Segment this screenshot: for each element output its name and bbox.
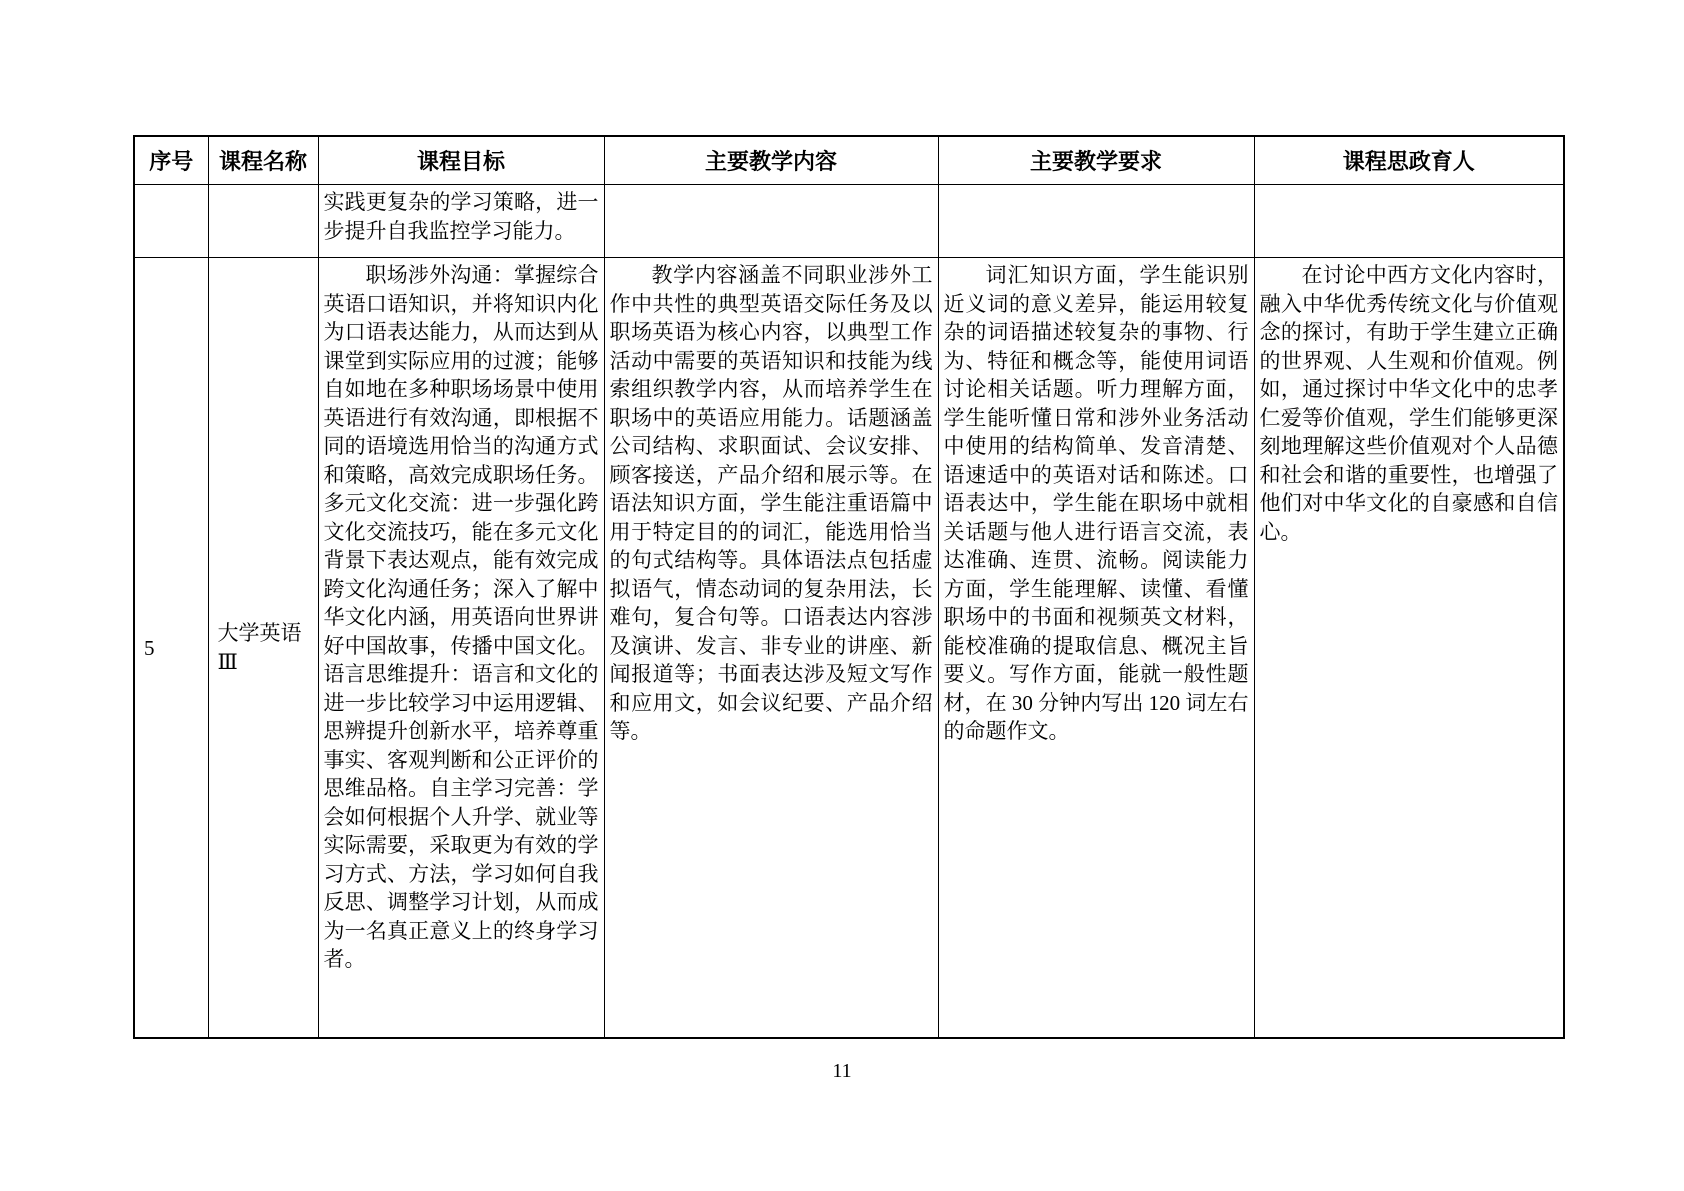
cell-objectives-continuation <box>318 185 604 258</box>
cell-content-empty <box>604 185 938 258</box>
cell-teaching-requirements <box>938 258 1254 1038</box>
objectives-continuation-text: 实践更复杂的学习策略，进一步提升自我监控学习能力。 <box>323 190 599 243</box>
cell-teaching-content <box>604 258 938 1038</box>
cell-course-name: 大学英语Ⅲ <box>208 258 318 1038</box>
header-course-objectives: 课程目标 <box>318 136 604 185</box>
course-objectives-text: 职场涉外沟通：掌握综合英语口语知识，并将知识内化为口语表达能力，从而达到从课堂到实际应用的过渡；能够自如地在多种职场场景中使用英语进行有效沟通，即根据不同的语境选用恰当的沟通方式和策略，高效完成职场任务。多元文化交流：进一步强化跨文化交流技巧，能在多元文化背景下表达观点，能有效完成跨文化沟通任务；深入了解中华文化内涵，用英语向世界讲好中国故事，传播中国文化。语言思维提升：语言和文化的进一步比较学习中运用逻辑、思辨提升创新水平，培养尊重事实、客观判断和公正评价的思维品格。自主学习完善：学会如何根据个人升学、就业等实际需要，采取更为有效的学习方式、方法，学习如何自我反思、调整学习计划，从而成为一名真正意义上的终身学习者。 <box>323 263 599 971</box>
teaching-content-text: 教学内容涵盖不同职业涉外工作中共性的典型英语交际任务及以职场英语为核心内容，以典型工作活动中需要的英语知识和技能为线索组织教学内容，从而培养学生在职场中的英语应用能力。话题涵盖公司结构、求职面试、会议安排、顾客接送，产品介绍和展示等。在语法知识方面，学生能注重语篇中用于特定目的的词汇，能选用恰当的句式结构等。具体语法点包括虚拟语气，情态动词的复杂用法，长难句，复合句等。口语表达内容涉及演讲、发言、非专业的讲座、新闻报道等；书面表达涉及短文写作和应用文，如会议纪要、产品介绍等。 <box>609 263 933 743</box>
cell-serial-number: 5 <box>134 258 208 1038</box>
header-serial-number: 序号 <box>134 136 208 185</box>
cell-course-name-empty <box>208 185 318 258</box>
header-course-name: 课程名称 <box>208 136 318 185</box>
cell-serial-number-empty <box>134 185 208 258</box>
cell-ideology-empty <box>1254 185 1564 258</box>
cell-ideology-education <box>1254 258 1564 1038</box>
cell-requirements-empty <box>938 185 1254 258</box>
table-row-course-5 <box>134 258 1564 1038</box>
table-row-continuation <box>134 185 1564 258</box>
header-teaching-content: 主要教学内容 <box>604 136 938 185</box>
ideology-education-text: 在讨论中西方文化内容时，融入中华优秀传统文化与价值观念的探讨，有助于学生建立正确的世界观、人生观和价值观。例如，通过探讨中华文化中的忠孝仁爱等价值观，学生们能够更深刻地理解这些价值观对个人品德和社会和谐的重要性，也增强了他们对中华文化的自豪感和自信心。 <box>1259 263 1558 544</box>
table-header-row <box>134 136 1564 185</box>
course-syllabus-table <box>133 135 1565 1039</box>
header-teaching-requirements: 主要教学要求 <box>938 136 1254 185</box>
header-ideology-education: 课程思政育人 <box>1254 136 1564 185</box>
cell-course-objectives <box>318 258 604 1038</box>
page-number: 11 <box>832 1060 852 1082</box>
teaching-requirements-text: 词汇知识方面，学生能识别近义词的意义差异，能运用较复杂的词语描述较复杂的事物、行为、特征和概念等，能使用词语讨论相关话题。听力理解方面，学生能听懂日常和涉外业务活动中使用的结构简单、发音清楚、语速适中的英语对话和陈述。口语表达中，学生能在职场中就相关话题与他人进行语言交流，表达准确、连贯、流畅。阅读能力方面，学生能理解、读懂、看懂职场中的书面和视频英文材料，能校准确的提取信息、概况主旨要义。写作方面，能就一般性题材，在 30 分钟内写出 120 词左右的命题作文。 <box>943 263 1249 743</box>
